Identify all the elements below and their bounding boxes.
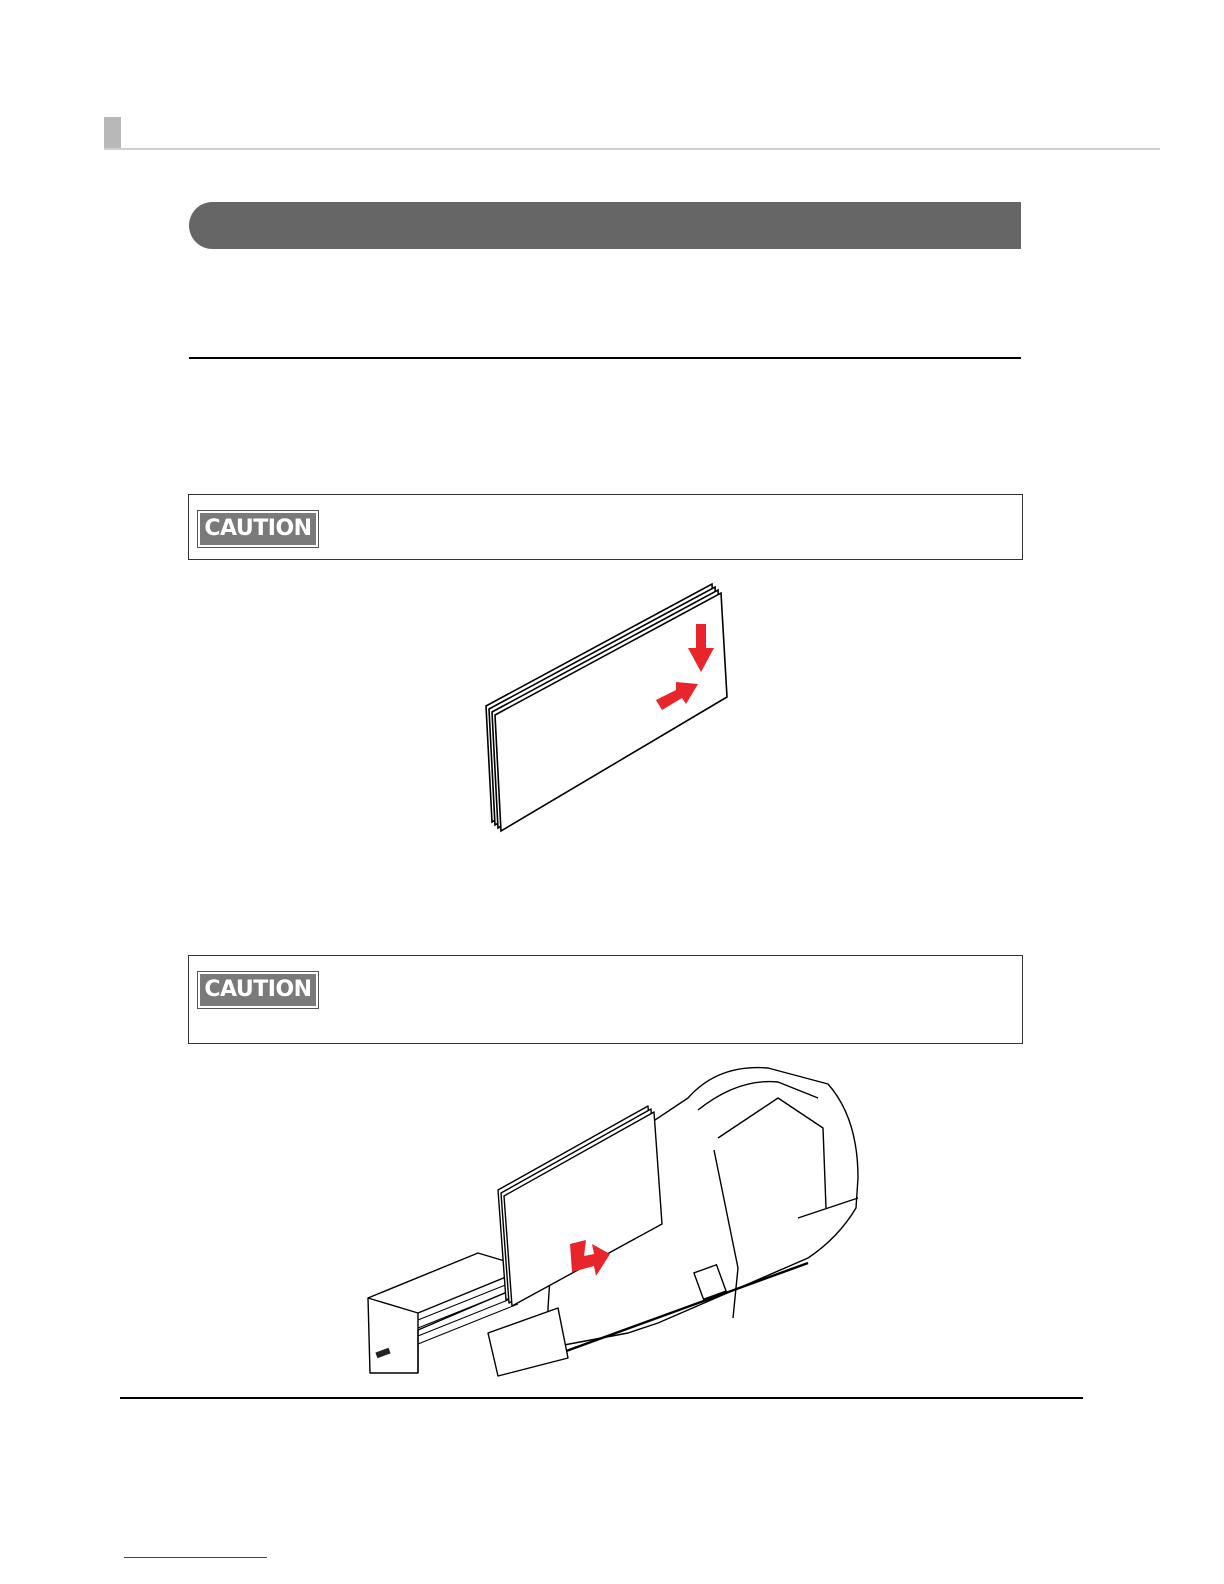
caution-icon	[197, 510, 319, 548]
section-banner	[189, 202, 1021, 249]
caution-label: CAUTION	[200, 974, 316, 1006]
scanner-loading-illustration	[358, 1058, 868, 1388]
caution-icon	[197, 971, 319, 1009]
footer-rule	[120, 1397, 1083, 1399]
chapter-header-marker	[104, 117, 121, 149]
chapter-header-line	[104, 148, 1160, 150]
checks-stack-illustration	[470, 578, 730, 838]
caution-box-1	[188, 494, 1023, 560]
footer-link-underline[interactable]	[124, 1557, 267, 1558]
section-rule	[189, 357, 1021, 359]
exit-pocket	[488, 1308, 568, 1376]
caution-label: CAUTION	[200, 513, 316, 545]
caution-box-2	[188, 955, 1023, 1044]
